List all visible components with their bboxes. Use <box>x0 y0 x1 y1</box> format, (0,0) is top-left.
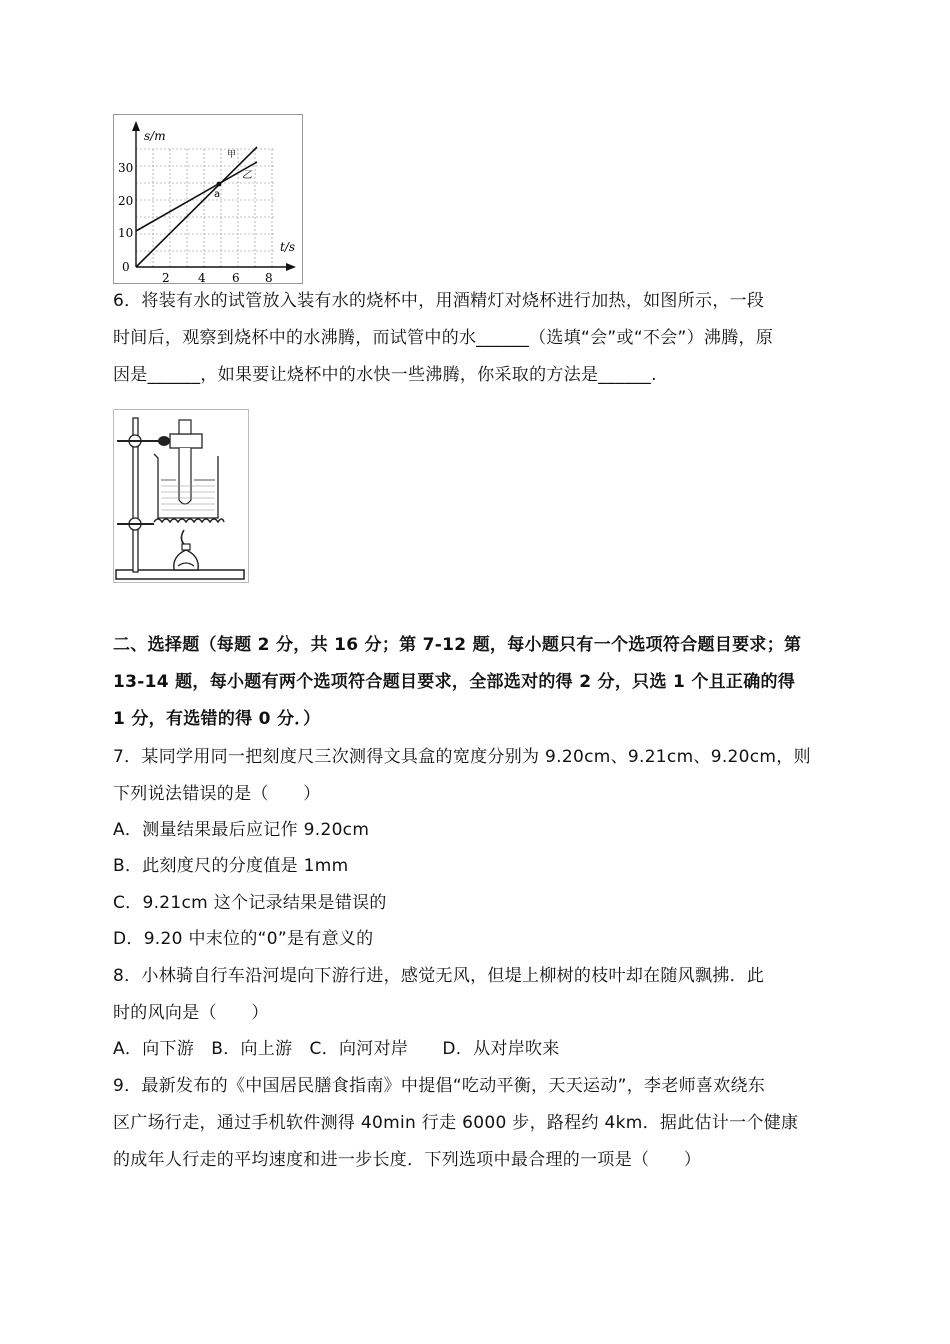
y-tick-20: 20 <box>118 194 134 208</box>
x-axis-arrow <box>286 263 296 271</box>
st-graph <box>114 115 304 285</box>
x-tick-2: 2 <box>162 271 170 285</box>
q7-option-d: D．9.20 中末位的“0”是有意义的 <box>113 929 374 949</box>
line-jia-label: 甲 <box>227 150 237 160</box>
st-graph-figure <box>113 114 303 284</box>
y-axis-arrow <box>132 121 140 131</box>
heating-apparatus-illustration <box>114 410 250 584</box>
q8-options: A．向下游 B．向上游 C．向河对岸 D．从对岸吹来 <box>113 1039 560 1059</box>
line-jia <box>136 147 257 267</box>
section2-heading-line-2: 13-14 题，每小题有两个选项符合题目要求，全部选对的得 2 分，只选 1 个且正确的得 <box>113 672 796 692</box>
y-tick-10: 10 <box>118 226 134 240</box>
graph-grid <box>136 149 274 267</box>
heating-apparatus-figure <box>113 409 249 583</box>
q6-line-3: 因是______，如果要让烧杯中的水快一些沸腾，你采取的方法是______. <box>113 365 657 385</box>
x-tick-4: 4 <box>198 271 206 285</box>
x-tick-6: 6 <box>232 271 240 285</box>
q6-line-1: 6．将装有水的试管放入装有水的烧杯中，用酒精灯对烧杯进行加热，如图所示，一段 <box>113 291 765 311</box>
x-tick-8: 8 <box>265 271 273 285</box>
q9-line-3: 的成年人行走的平均速度和进一步长度．下列选项中最合理的一项是（ ） <box>113 1150 702 1170</box>
x-axis-label: t/s <box>280 240 296 254</box>
section2-heading-line-3: 1 分，有选错的得 0 分．） <box>113 709 321 729</box>
line-yi-label: 乙 <box>242 170 252 181</box>
q9-line-2: 区广场行走，通过手机软件测得 40min 行走 6000 步，路程约 4km．据此估计一个健康 <box>113 1113 799 1133</box>
q7-option-b: B．此刻度尺的分度值是 1mm <box>113 856 349 876</box>
y-tick-30: 30 <box>118 161 134 175</box>
q8-line-2: 时的风向是（ ） <box>113 1003 269 1023</box>
q7-option-a: A．测量结果最后应记作 9.20cm <box>113 820 370 840</box>
q7-line-2: 下列说法错误的是（ ） <box>113 784 321 804</box>
q6-line-2: 时间后，观察到烧杯中的水沸腾，而试管中的水______（选填“会”或“不会”）沸腾，原 <box>113 328 774 348</box>
q7-line-1: 7．某同学用同一把刻度尺三次测得文具盒的宽度分别为 9.20cm、9.21cm、9.20cm，则 <box>113 747 811 767</box>
point-a-label: a <box>214 189 221 200</box>
section2-heading-line-1: 二、选择题（每题 2 分，共 16 分；第 7-12 题，每小题只有一个选项符合题目要求；第 <box>113 635 802 655</box>
q7-option-c: C．9.21cm 这个记录结果是错误的 <box>113 893 387 913</box>
q8-line-1: 8．小林骑自行车沿河堤向下游行进，感觉无风，但堤上柳树的枝叶却在随风飘拂．此 <box>113 966 765 986</box>
y-axis-label: s/m <box>144 129 166 143</box>
intersection-point <box>217 182 222 187</box>
line-yi <box>136 162 257 231</box>
y-tick-0: 0 <box>122 260 130 274</box>
q9-line-1: 9．最新发布的《中国居民膳食指南》中提倡“吃动平衡，天天运动”，李老师喜欢绕东 <box>113 1076 766 1096</box>
